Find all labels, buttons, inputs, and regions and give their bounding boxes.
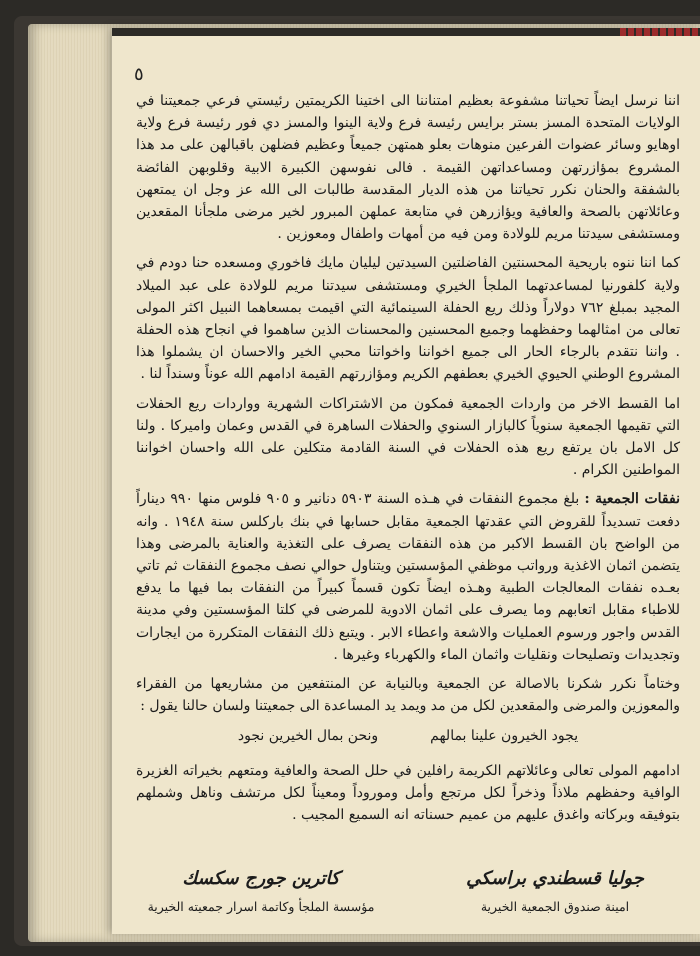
signature-name: كاترين جورج سكسك — [182, 868, 340, 889]
signature-title: امينة صندوق الجمعية الخيرية — [480, 899, 630, 914]
expenses-body: بلغ مجموع النفقات في هـذه السنة ٥٩٠٣ دنانير و ٩٠٥ فلوس منها ٩٩٠ ديناراً دفعت تسديداً للقروض التي عقدتها الجمعية مقابل حسابها في بنك باركلس سنة ١٩٤٨ . وانه من الواضح بان القسط الاكبر من هذه النفقات يصرف على التغذية والعناية بالمرضى وهذا يتضمن اثمان الاغذية ورواتب موظفي المؤسستين ويتناول حوالي نصف مجموع النفقات ثم تاتي بعـده نفقات المعالجات الطبية وهـذه ايضاً تكون قسماً كبيراً من النفقات بما فيها ما يدفع للاطباء مقابل اتعابهم وما يصرف على اثمان الادوية للمرضى في كلتا المؤسستين وفي مدينة القدس واجور ورسوم العمليات والاشعة واعطاء الابر . ويتبع ذلك النفقات المتكررة من ايجارات وتجديدات وتصليحات ونقليات واثمان الماء والكهرباء وغيرها . — [136, 491, 680, 663]
paragraph-prayer: ادامهم المولى تعالى وعائلاتهم الكريمة رافلين في حلل الصحة والعافية ومتعهم بخيراته الغزيرة الوافية وحفظهم ملاذاً وذخراً لكل مرتجع وأمل وموروداً ومعيناً لكل مرتشف وناهل وشملهم بتوفيقه وبركاته واغدق عليهم من عميم حسناته انه السميع المجيب . — [136, 762, 680, 824]
signature-title: مؤسسة الملجأ وكاتمة اسرار جمعيته الخيرية — [147, 899, 375, 914]
signature-founder — [136, 868, 386, 914]
page-number: ٥ — [134, 64, 144, 85]
body-text — [136, 90, 680, 833]
paragraph-thanks-branches: اننا نرسل ايضاً تحياتنا مشفوعة بعظيم امتناننا الى اختينا الكريمتين رئيستي فرعي جمعيتنا في الولايات المتحدة المسز بستر برايس رئيسة فرع ولاية الينوا والمسز دي فور رئيسة فرع ولاية اوهايو وسائر عضوات الفرعين منوهات بعلو همتهن جميعاً وعظيم فضلهن باقبالهن على مد هذا المشروع بمؤازرتهن ومساعداتهن القيمة . فالى نفوسهن الكبيرة الابية وقلوبهن الفائضة بالشفقة والحنان نكرر تحياتنا من هذه الديار المقدسة طالبات الى الله عز وجل ان يمتعهن وعائلاتهن بالصحة والعافية ويؤازرهن في متابعة عملهن المبرور لخير مرضى ملجأنا المقعدين ومستشفى سيدتنا مريم للولادة ومن فيه من أمهات واطفال ومعوزين . — [136, 93, 680, 243]
top-edge — [112, 28, 700, 36]
paragraph-revenue: اما القسط الاخر من واردات الجمعية فمكون من الاشتراكات الشهرية وواردات ريع الحفلات التي تقيمها الجمعية سنوياً كالبازار السنوي والحفلات الساهرة في القدس وعمان واميركا . ولنا كل الامل بان يرتفع ريع هذه الحفلات في السنة القادمة متكلين على الله واحسان اخواننا المواطنين الكرام . — [136, 395, 680, 479]
book-page — [112, 28, 700, 934]
signature-treasurer — [430, 868, 680, 914]
paragraph-thanks-donors: كما اننا ننوه باريحية المحسنتين الفاضلتين السيدتين ليليان مايك فاخوري ومسعده حنا دودم في ولاية كلفورنيا لمساعدتهما الملجأ الخيري ومستشفى سيدتنا مريم للولادة على عبد الميلاد المجيد بمبلغ ٧٦٢ دولاراً وذلك ريع الحفلة السينمائية التي اقيمت بمسعاهما النبيل اكثر المولى تعالى من امثالهما وحفظهما وجميع المحسنين والمحسنات الذين ساهموا في انجاح هذه الحفلة . واننا نتقدم بالرجاء الحار الى جميع اخواننا واخواتنا محبي الخير والاحسان ان يشملوا هذا المشروع الوطني الحيوي الخيري بعطفهم الكريم ومؤازرتهم القيمة ادامهم الله عوناً وسنداً لنا . — [136, 255, 680, 383]
verse-second-hemistich: ونحن بمال الخيرين نجود — [237, 728, 379, 745]
verse-first-hemistich: يجود الخيرون علينا بمالهم — [430, 728, 579, 745]
paragraph-closing: وختاماً نكرر شكرنا بالاصالة عن الجمعية وبالنيابة عن المنتفعين من مشاريعها من الفقراء والمعوزين والمرضى والمقعدين لكل من مد ويمد يد المساعدة الى جمعيتنا ولسان حالنا يقول : — [136, 676, 680, 715]
paragraph-expenses — [136, 488, 680, 666]
verse — [136, 725, 680, 747]
expenses-heading: نفقات الجمعية : — [584, 491, 680, 508]
ribbon-marker — [620, 28, 700, 36]
signature-name: جوليا قسطندي براسكي — [466, 868, 644, 889]
signatures — [136, 868, 680, 914]
